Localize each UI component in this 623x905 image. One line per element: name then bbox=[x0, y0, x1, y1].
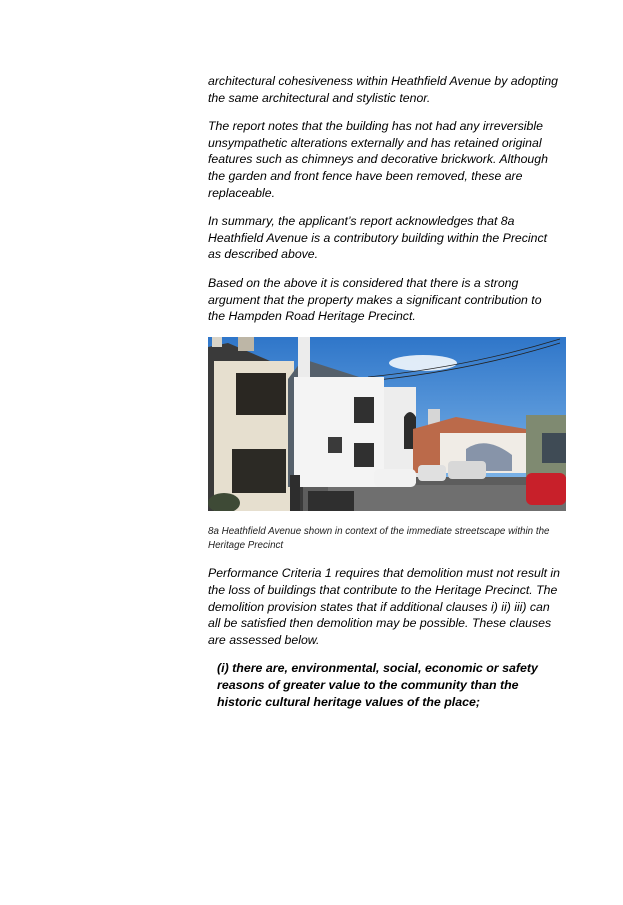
paragraph-summary: In summary, the applicant’s report acknowledges that 8a Heathfield Avenue is a contributory building within the Precinct as described above. bbox=[208, 214, 548, 262]
paragraph-argument: Based on the above it is considered that there is a strong argument that the property makes a significant contribution to the Hampden Road Heritage Precinct. bbox=[208, 275, 542, 324]
criterion-i: (i) there are, environmental, social, economic or safety reasons of greater value to the community than the historic cultural heritage values of the place; bbox=[217, 661, 538, 710]
paragraph-cohesiveness: architectural cohesiveness within Heathfield Avenue by adopting the same architectural and stylistic tenor. bbox=[208, 74, 558, 105]
streetscape-photo bbox=[208, 337, 566, 511]
document-body bbox=[208, 73, 560, 711]
paragraph-performance-criteria: Performance Criteria 1 requires that demolition must not result in the loss of buildings that contribute to the Heritage Precinct. The demolition provision states that if additional clauses i) ii) iii) can all be satisfied then demolition may be possible. These clauses are assessed below. bbox=[208, 566, 560, 647]
photo-caption: 8a Heathfield Avenue shown in context of the immediate streetscape within the Heritage Precinct bbox=[208, 525, 550, 551]
paragraph-alterations: The report notes that the building has not had any irreversible unsympathetic alterations externally and has retained original features such as chimneys and decorative brickwork. Although the garden and front fence have been removed, these are replaceable. bbox=[208, 119, 548, 200]
